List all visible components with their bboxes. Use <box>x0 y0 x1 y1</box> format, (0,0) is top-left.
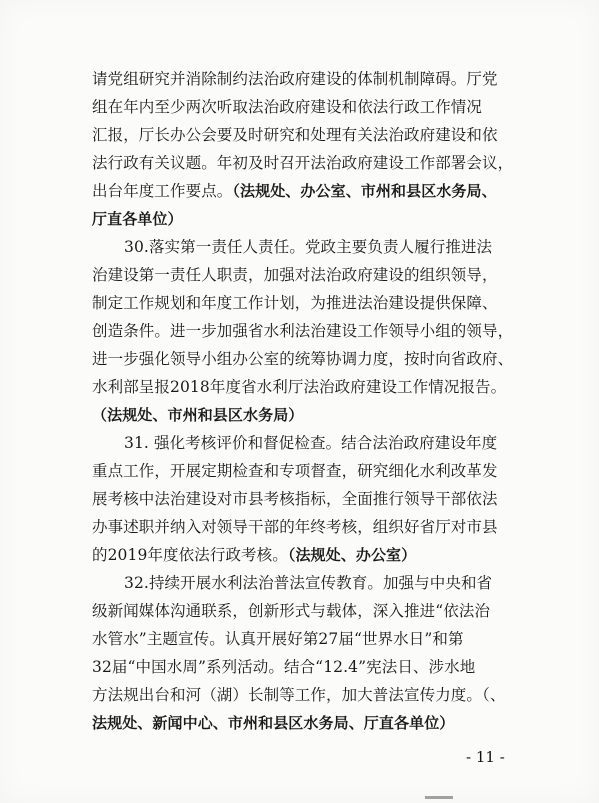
page-number: - 11 - <box>466 748 505 766</box>
text-line-18: 办事述职并纳入对领导干部的年终考核，组织好省厅对市县 <box>92 518 498 536</box>
text-line-3: 汇报，厅长办公会要及时研究和处理有关法治政府建设和依 <box>92 126 498 144</box>
text-line-19 <box>92 540 416 570</box>
scan-mark <box>425 796 453 799</box>
text-line-19-main: 的2019年度依法行政考核。 <box>92 546 288 564</box>
text-line-4: 法行政有关议题。年初及时召开法治政府建设工作部署会议， <box>92 154 514 172</box>
text-line-5-main: 出台年度工作要点。 <box>92 182 233 200</box>
text-line-5 <box>92 176 497 206</box>
item-30-heading: 30.落实第一责任人责任。党政主要负责人履行推进法 <box>124 238 493 256</box>
text-line-16: 重点工作，开展定期检查和专项督查，研究细化水利改革发 <box>92 462 498 480</box>
text-line-22: 级新闻媒体沟通联系，创新形式与载体，深入推进“依法治 <box>92 602 491 620</box>
text-line-11: 创造条件。进一步加强省水利法治建设工作领导小组的领导， <box>92 322 514 340</box>
text-line-1: 请党组研究并消除制约法治政府建设的体制机制障碍。厅党 <box>92 70 498 88</box>
responsible-units-3: （法规处、办公室） <box>287 546 417 564</box>
responsible-units-1b: 厅直各单位） <box>92 210 183 228</box>
responsible-units-2: （法规处、市州和县区水务局） <box>92 406 304 424</box>
responsible-units-1a: （法规处、办公室、市州和县区水务局、 <box>232 182 497 200</box>
text-line-13: 水利部呈报2018年度省水利厅法治政府建设工作情况报告。 <box>92 378 507 396</box>
text-line-23: 水管水”主题宣传。认真开展好第27届“世界水日”和第 <box>92 630 464 648</box>
text-line-24: 32届“中国水周”系列活动。结合“12.4”宪法日、涉水地 <box>92 658 476 676</box>
text-line-25: 方法规出台和河（湖）长制等工作，加大普法宣传力度。（、 <box>92 686 506 704</box>
item-32-heading: 32.持续开展水利法治普法宣传教育。加强与中央和省 <box>124 574 493 592</box>
text-line-9: 治建设第一责任人职责，加强对法治政府建设的组织领导， <box>92 266 498 284</box>
text-line-17: 展考核中法治建设对市县考核指标，全面推行领导干部依法 <box>92 490 498 508</box>
text-line-2: 组在年内至少两次听取法治政府建设和依法行政工作情况 <box>92 98 483 116</box>
text-line-10: 制定工作规划和年度工作计划，为推进法治建设提供保障、 <box>92 294 498 312</box>
text-line-12: 进一步强化领导小组办公室的统筹协调力度，按时向省政府、 <box>92 350 514 368</box>
item-31-heading: 31. 强化考核评价和督促检查。结合法治政府建设年度 <box>124 434 498 452</box>
responsible-units-4: 法规处、新闻中心、市州和县区水务局、厅直各单位） <box>92 714 455 732</box>
